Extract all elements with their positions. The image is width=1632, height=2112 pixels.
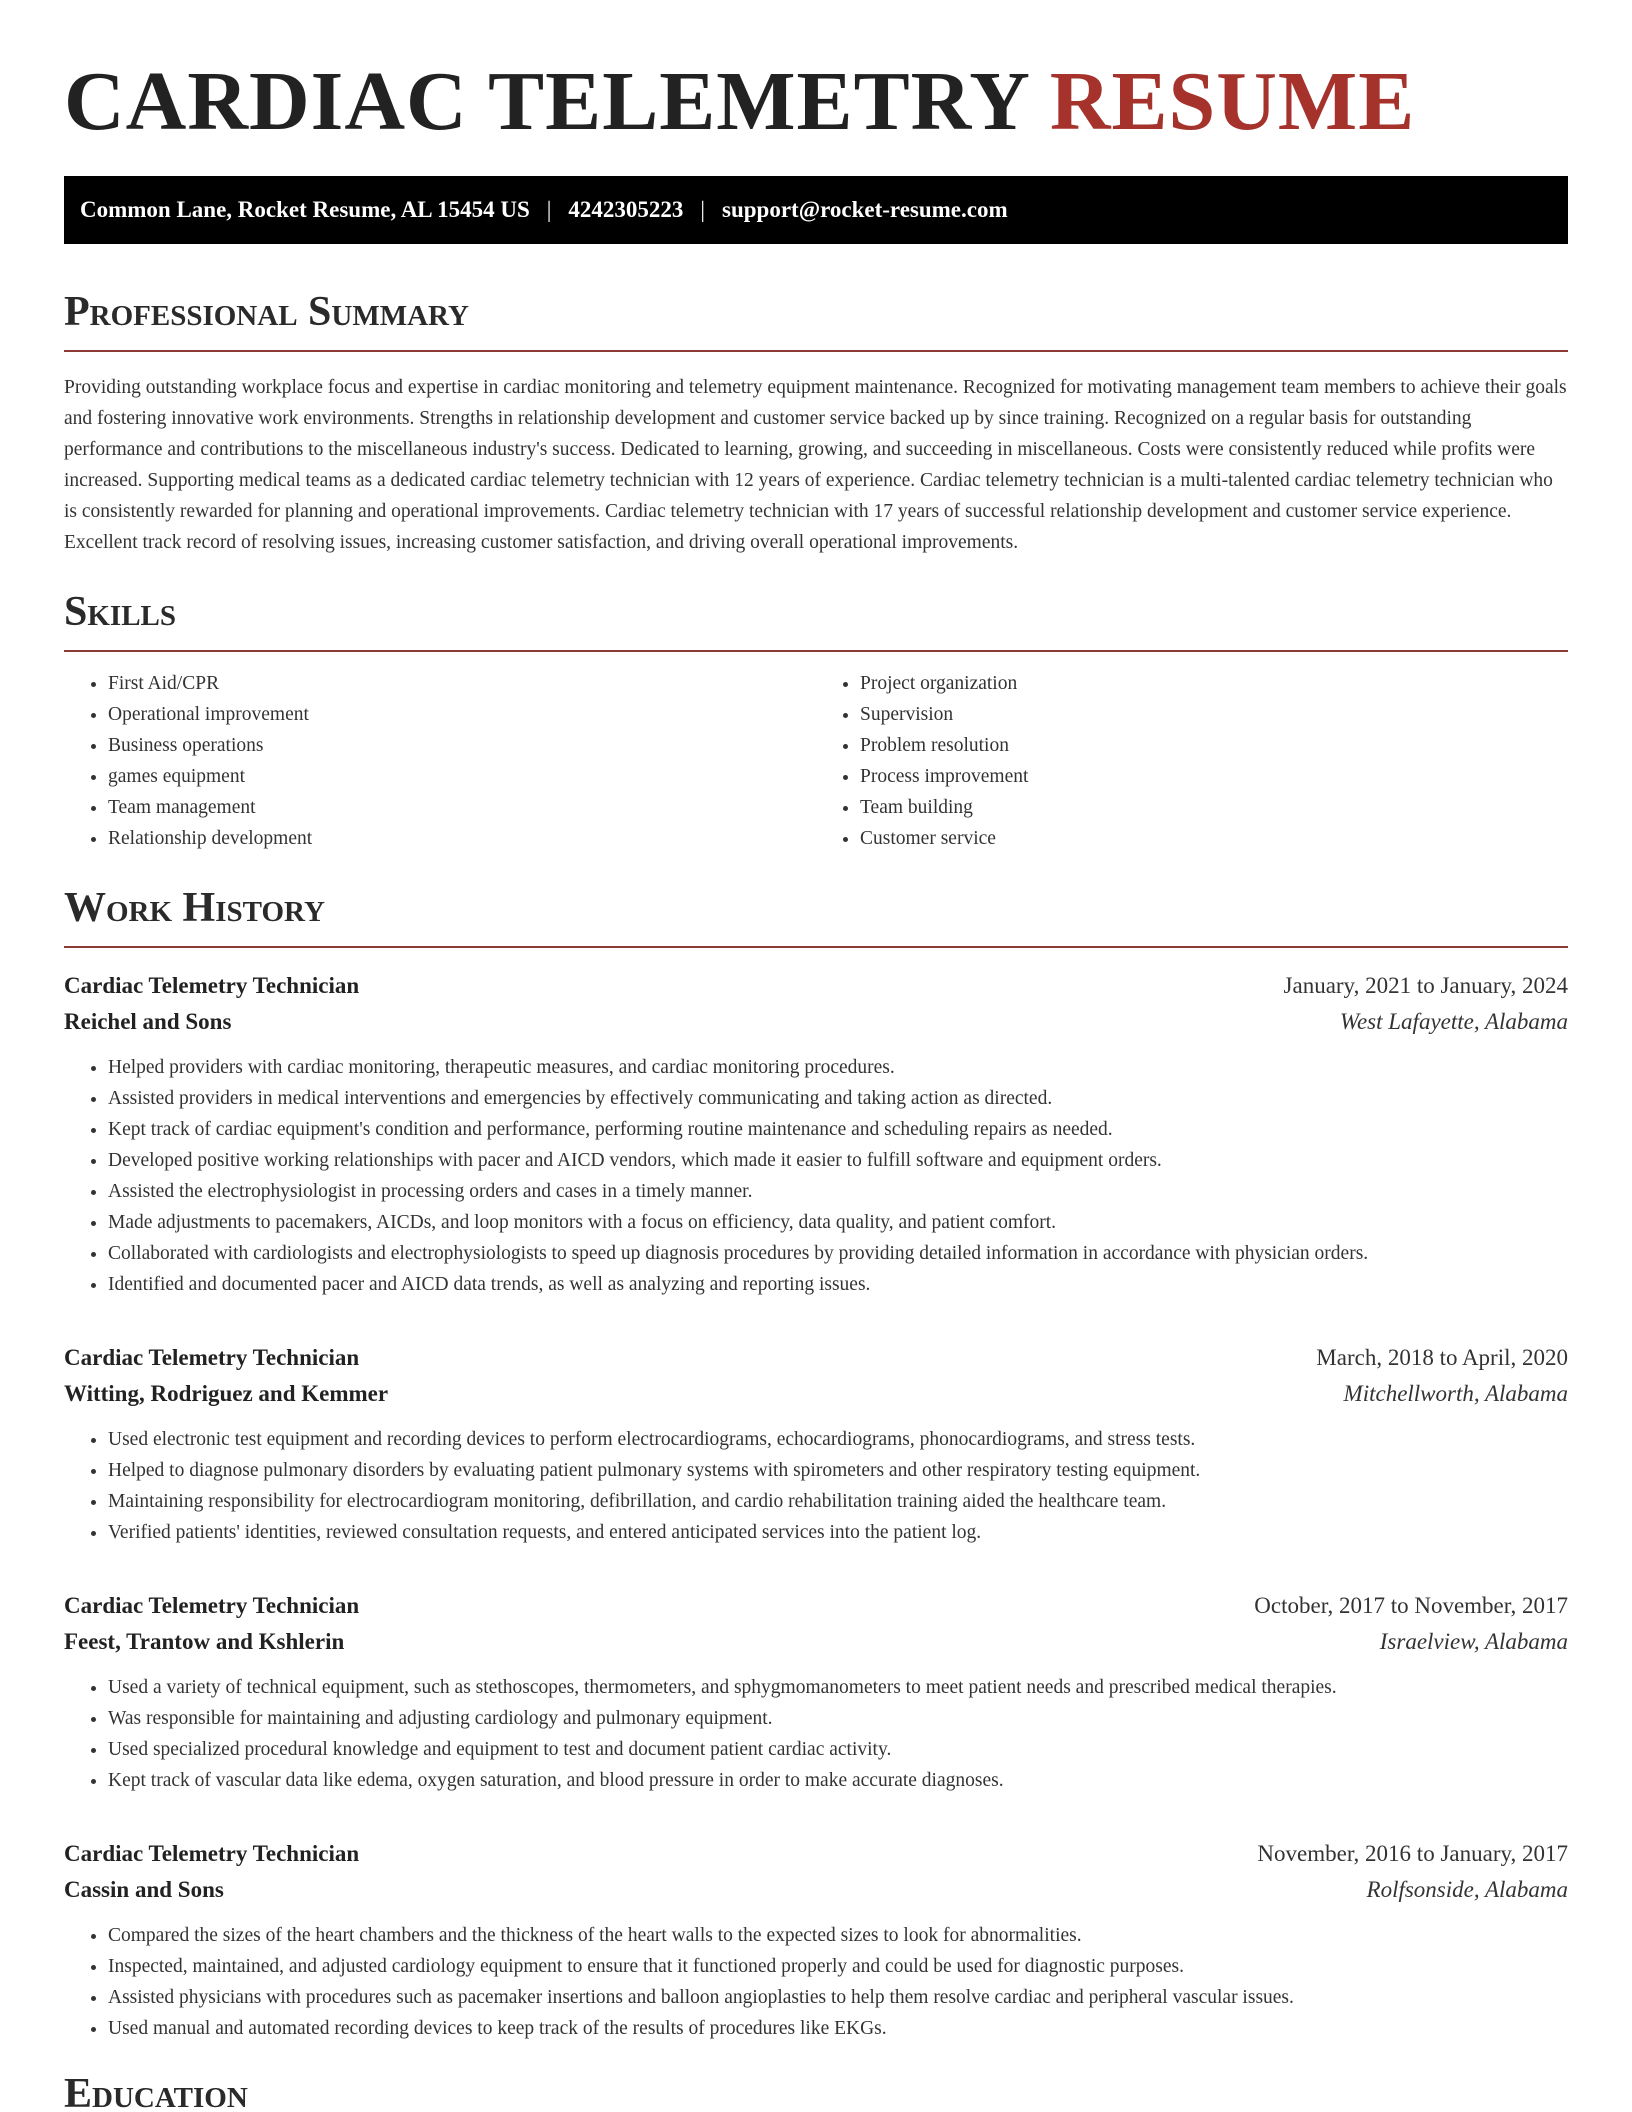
job-header-row bbox=[64, 1340, 1568, 1376]
duty-item: • Kept track of vascular data like edema, oxygen saturation, and blood pressure in order to make accurate diagnoses. bbox=[108, 1765, 1568, 1796]
job-location: Israelview, Alabama bbox=[1379, 1629, 1568, 1654]
contact-separator: | bbox=[546, 197, 552, 222]
job-dates: October, 2017 to November, 2017 bbox=[1254, 1593, 1568, 1618]
job-title: Cardiac Telemetry Technician bbox=[64, 1841, 360, 1866]
contact-email: support@rocket-resume.com bbox=[722, 197, 1008, 222]
skill-item: • Team management bbox=[108, 792, 816, 823]
contact-bar bbox=[64, 176, 1568, 244]
skill-item: • Process improvement bbox=[860, 761, 1568, 792]
duty-item: • Assisted the electrophysiologist in processing orders and cases in a timely manner. bbox=[108, 1176, 1568, 1207]
title-main: CARDIAC TELEMETRY bbox=[64, 55, 1028, 148]
job-company-row bbox=[64, 1624, 1568, 1660]
duty-item: • Verified patients' identities, reviewed consultation requests, and entered anticipated services into the patient log. bbox=[108, 1517, 1568, 1548]
job-duties bbox=[64, 1052, 1568, 1300]
skill-item: • Business operations bbox=[108, 730, 816, 761]
duty-item: • Developed positive working relationships with pacer and AICD vendors, which made it easier to fulfill software and equipment orders. bbox=[108, 1145, 1568, 1176]
skills-grid bbox=[64, 668, 1568, 854]
skills-right-column bbox=[816, 668, 1568, 854]
skill-item: • Relationship development bbox=[108, 823, 816, 854]
duty-item: • Helped to diagnose pulmonary disorders by evaluating patient pulmonary systems with spirometers and other respiratory testing equipment. bbox=[108, 1455, 1568, 1486]
job-duties bbox=[64, 1424, 1568, 1548]
duty-item: • Identified and documented pacer and AICD data trends, as well as analyzing and reporting issues. bbox=[108, 1269, 1568, 1300]
contact-separator: | bbox=[700, 197, 705, 222]
job-duties bbox=[64, 1672, 1568, 1796]
job-company: Witting, Rodriguez and Kemmer bbox=[64, 1381, 389, 1406]
education-section bbox=[64, 2070, 1568, 2112]
job-entry bbox=[64, 1588, 1568, 1796]
skill-item: • Supervision bbox=[860, 699, 1568, 730]
contact-phone: 4242305223 bbox=[568, 197, 684, 222]
duty-item: • Maintaining responsibility for electrocardiogram monitoring, defibrillation, and cardio rehabilitation training aided the healthcare team. bbox=[108, 1486, 1568, 1517]
duty-item: • Assisted providers in medical interventions and emergencies by effectively communicating and taking action as directed. bbox=[108, 1083, 1568, 1114]
skill-item: • Project organization bbox=[860, 668, 1568, 699]
duty-item: • Used a variety of technical equipment, such as stethoscopes, thermometers, and sphygmomanometers to meet patient needs and prescribed medical therapies. bbox=[108, 1672, 1568, 1703]
title-accent: RESUME bbox=[1049, 55, 1416, 148]
job-company: Feest, Trantow and Kshlerin bbox=[64, 1629, 345, 1654]
job-title: Cardiac Telemetry Technician bbox=[64, 1593, 360, 1618]
contact-address: Common Lane, Rocket Resume, AL 15454 US bbox=[80, 197, 530, 222]
skill-item: • Problem resolution bbox=[860, 730, 1568, 761]
job-duties bbox=[64, 1920, 1568, 2044]
job-entry bbox=[64, 1340, 1568, 1548]
job-company: Cassin and Sons bbox=[64, 1877, 224, 1902]
job-company: Reichel and Sons bbox=[64, 1009, 232, 1034]
duty-item: • Used manual and automated recording devices to keep track of the results of procedures like EKGs. bbox=[108, 2013, 1568, 2044]
job-dates: November, 2016 to January, 2017 bbox=[1257, 1841, 1568, 1866]
job-header-row bbox=[64, 1588, 1568, 1624]
job-header-row bbox=[64, 968, 1568, 1004]
skill-item: • First Aid/CPR bbox=[108, 668, 816, 699]
job-dates: January, 2021 to January, 2024 bbox=[1283, 973, 1568, 998]
job-location: West Lafayette, Alabama bbox=[1339, 1009, 1568, 1034]
duty-item: • Compared the sizes of the heart chambers and the thickness of the heart walls to the expected sizes to look for abnormalities. bbox=[108, 1920, 1568, 1951]
duty-item: • Made adjustments to pacemakers, AICDs, and loop monitors with a focus on efficiency, data quality, and patient comfort. bbox=[108, 1207, 1568, 1238]
skills-section bbox=[64, 588, 1568, 854]
job-title: Cardiac Telemetry Technician bbox=[64, 1345, 360, 1370]
skills-left-column bbox=[64, 668, 816, 854]
summary-text: Providing outstanding workplace focus and expertise in cardiac monitoring and telemetry equipment maintenance. Recognized for motivating management team members to achieve their goals and fostering innovative work environments. Strengths in relationship development and customer service backed up by since training. Recognized on a regular basis for outstanding performance and contributions to the miscellaneous industry's success. Dedicated to learning, growing, and succeeding in miscellaneous. Costs were consistently reduced while profits were increased. Supporting medical teams as a dedicated cardiac telemetry technician with 12 years of experience. Cardiac telemetry technician is a multi-talented cardiac telemetry technician who is consistently rewarded for planning and operational improvements. Cardiac telemetry technician with 17 years of successful relationship development and customer service experience. Excellent track record of resolving issues, increasing customer satisfaction, and driving overall operational improvements. bbox=[64, 377, 1567, 553]
skill-item: • games equipment bbox=[108, 761, 816, 792]
job-header-row bbox=[64, 1836, 1568, 1872]
job-company-row bbox=[64, 1376, 1568, 1412]
resume-title bbox=[64, 0, 1568, 152]
job-company-row bbox=[64, 1872, 1568, 1908]
duty-item: • Assisted physicians with procedures such as pacemaker insertions and balloon angioplasties to help them resolve cardiac and peripheral vascular issues. bbox=[108, 1982, 1568, 2013]
duty-item: • Helped providers with cardiac monitoring, therapeutic measures, and cardiac monitoring procedures. bbox=[108, 1052, 1568, 1083]
education-heading: Education bbox=[64, 2070, 1568, 2112]
job-entry bbox=[64, 968, 1568, 1300]
job-dates: March, 2018 to April, 2020 bbox=[1316, 1345, 1568, 1370]
skill-item: • Team building bbox=[860, 792, 1568, 823]
skill-item: • Operational improvement bbox=[108, 699, 816, 730]
duty-item: • Was responsible for maintaining and adjusting cardiology and pulmonary equipment. bbox=[108, 1703, 1568, 1734]
job-title: Cardiac Telemetry Technician bbox=[64, 973, 360, 998]
duty-item: • Collaborated with cardiologists and electrophysiologists to speed up diagnosis procedures by providing detailed information in accordance with physician orders. bbox=[108, 1238, 1568, 1269]
duty-item: • Inspected, maintained, and adjusted cardiology equipment to ensure that it functioned properly and could be used for diagnostic purposes. bbox=[108, 1951, 1568, 1982]
job-company-row bbox=[64, 1004, 1568, 1040]
duty-item: • Used electronic test equipment and recording devices to perform electrocardiograms, echocardiograms, phonocardiograms, and stress tests. bbox=[108, 1424, 1568, 1455]
job-location: Mitchellworth, Alabama bbox=[1343, 1381, 1568, 1406]
summary-section bbox=[64, 288, 1568, 558]
skill-item: • Customer service bbox=[860, 823, 1568, 854]
job-entry bbox=[64, 1836, 1568, 2044]
duty-item: • Used specialized procedural knowledge and equipment to test and document patient cardiac activity. bbox=[108, 1734, 1568, 1765]
work-history-section bbox=[64, 884, 1568, 2044]
work-history-heading: Work History bbox=[64, 884, 1568, 948]
skills-heading: Skills bbox=[64, 588, 1568, 652]
summary-heading: Professional Summary bbox=[64, 288, 1568, 352]
duty-item: • Kept track of cardiac equipment's condition and performance, performing routine maintenance and scheduling repairs as needed. bbox=[108, 1114, 1568, 1145]
job-location: Rolfsonside, Alabama bbox=[1366, 1877, 1568, 1902]
